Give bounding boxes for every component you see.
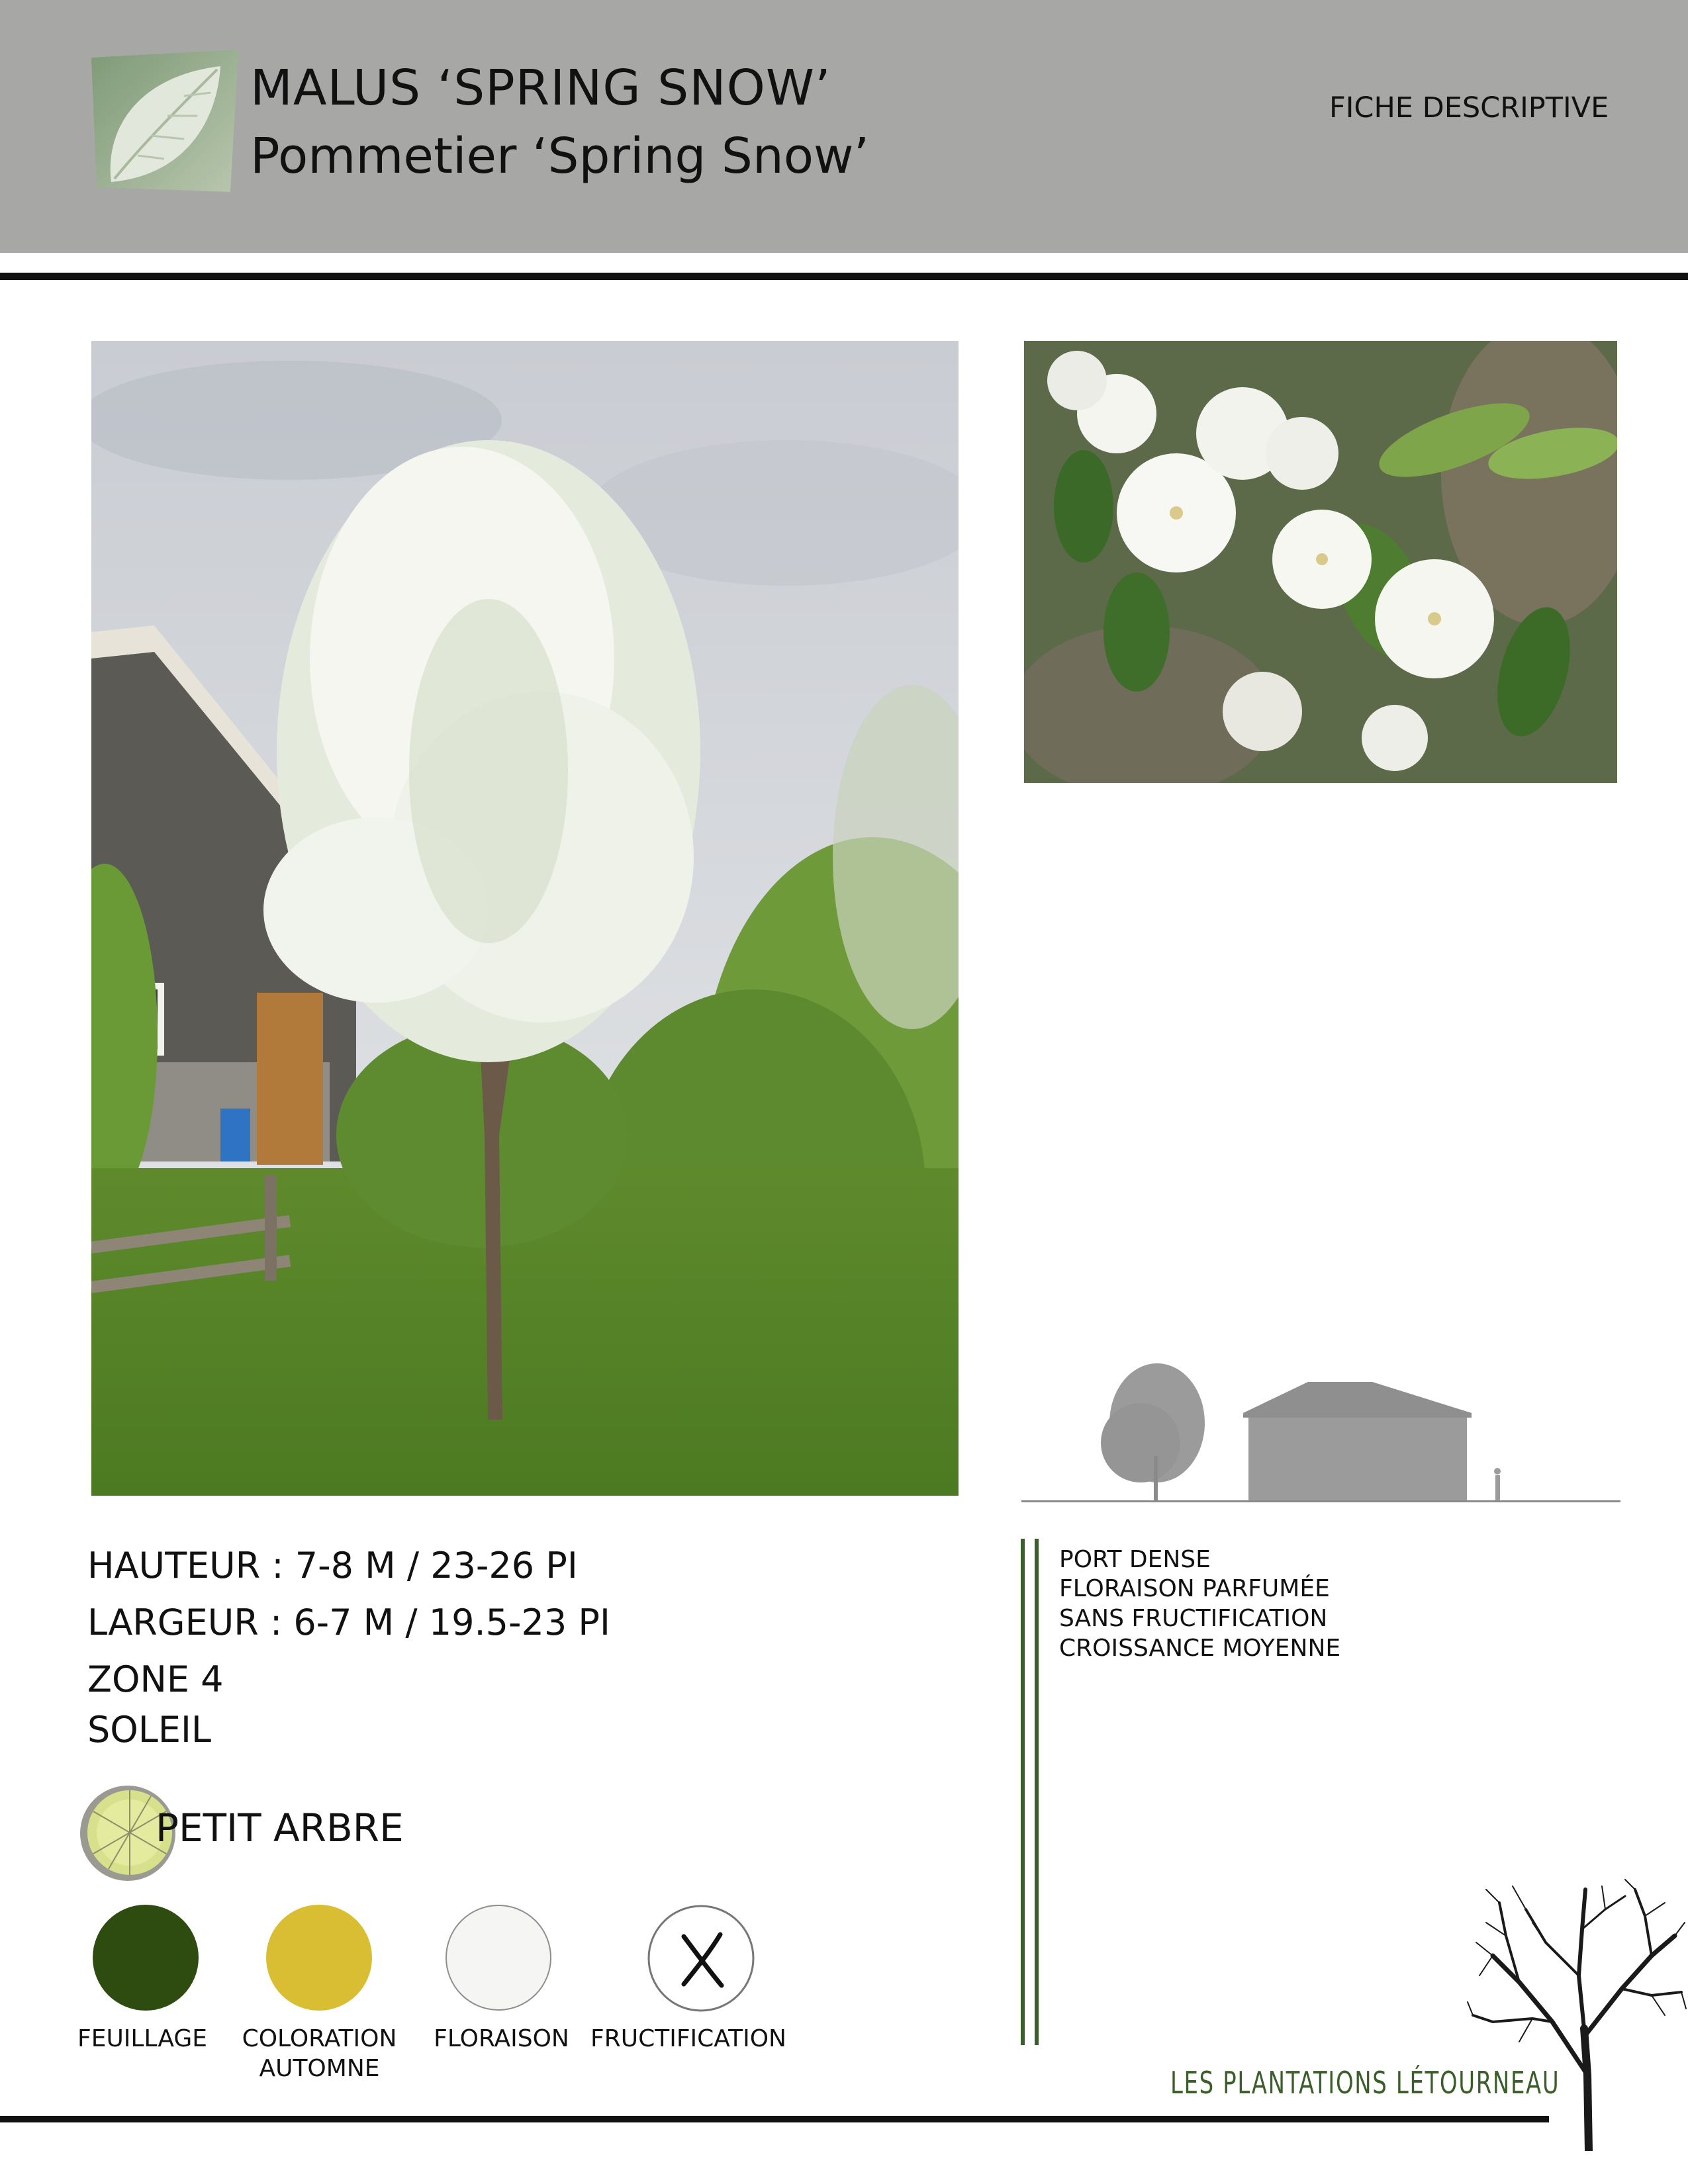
- spec-zone: ZONE 4: [87, 1659, 224, 1700]
- feature-item: PORT DENSE: [1059, 1546, 1211, 1573]
- house-silhouette-icon: [1243, 1382, 1472, 1501]
- page-title: MALUS ‘SPRING SNOW’: [250, 60, 831, 116]
- divider-vertical-left: [1021, 1539, 1025, 2045]
- ground-line: [1021, 1500, 1620, 1502]
- swatch-label-line: FLORAISON: [434, 2025, 569, 2052]
- divider-top: [0, 273, 1688, 280]
- brand-name: LES PLANTATIONS LÉTOURNEAU: [1170, 2065, 1560, 2101]
- no-fruit-cross-icon: [647, 1905, 755, 2012]
- divider-bottom: [0, 2116, 1549, 2122]
- spec-height: HAUTEUR : 7-8 M / 23-26 PI: [87, 1545, 578, 1586]
- tree-silhouette-icon: [1101, 1363, 1205, 1501]
- tree-photo: [91, 341, 959, 1496]
- header-band: [0, 0, 1688, 253]
- feature-item: CROISSANCE MOYENNE: [1059, 1635, 1341, 1662]
- swatch-label-flowering: [417, 2024, 586, 2054]
- document-type: FICHE DESCRIPTIVE: [1329, 91, 1609, 124]
- feature-item: FLORAISON PARFUMÉE: [1059, 1575, 1330, 1602]
- flowering-swatch: [445, 1905, 551, 2011]
- swatch-label-autumn: [225, 2024, 414, 2083]
- scale-silhouette: [1021, 1357, 1620, 1504]
- swatch-label-line: COLORATION: [242, 2025, 397, 2052]
- foliage-swatch: [93, 1905, 199, 2011]
- swatch-label-line: AUTOMNE: [259, 2055, 380, 2082]
- feature-item: SANS FRUCTIFICATION: [1059, 1605, 1328, 1632]
- swatch-label-foliage: [63, 2024, 222, 2054]
- size-category: PETIT ARBRE: [156, 1805, 404, 1850]
- divider-vertical-right: [1035, 1539, 1039, 2045]
- spec-exposure: SOLEIL: [87, 1709, 211, 1751]
- bare-tree-logo-icon: [1466, 1876, 1688, 2151]
- autumn-color-swatch: [266, 1905, 372, 2011]
- swatch-label-line: FRUCTIFICATION: [590, 2025, 786, 2052]
- swatch-label-line: FEUILLAGE: [77, 2025, 207, 2052]
- spec-width: LARGEUR : 6-7 M / 19.5-23 PI: [87, 1602, 610, 1643]
- person-silhouette-icon: [1494, 1468, 1501, 1500]
- page-subtitle: Pommetier ‘Spring Snow’: [250, 128, 870, 185]
- leaf-logo-icon: [91, 50, 238, 192]
- blossom-photo: [1024, 341, 1617, 783]
- swatch-label-fruiting: [583, 2024, 794, 2054]
